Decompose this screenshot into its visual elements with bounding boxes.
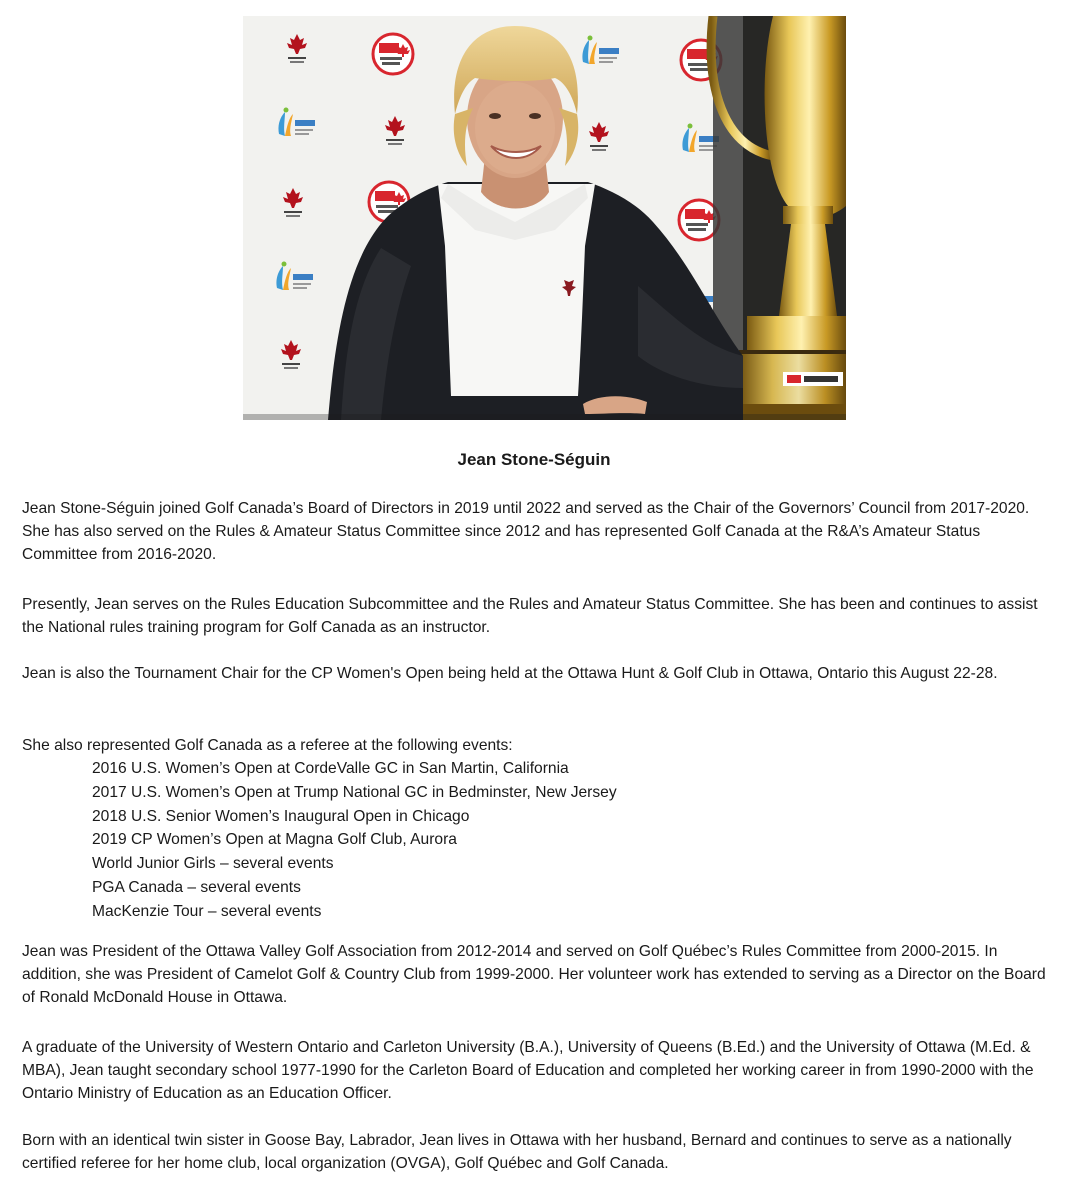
paragraph-ovga-president: Jean was President of the Ottawa Valley Golf Association from 2012-2014 and served on Golf Québec’s Rules Committee from 2000-2015. In addition, she was President of Camelot Golf & Country Club from 1999-2000. Her volunteer work has extended to serving as a Director on the Board of Ronald McDonald House in Ottawa. bbox=[22, 943, 1046, 1006]
person-name: Jean Stone-Séguin bbox=[457, 450, 611, 469]
paragraph-tournament-chair: Jean is also the Tournament Chair for the CP Women's Open being held at the Ottawa Hunt & Golf Club in Ottawa, Ontario this August 22-28. bbox=[22, 665, 998, 682]
list-item: 2018 U.S. Senior Women’s Inaugural Open in Chicago bbox=[92, 807, 470, 825]
paragraph-board-service: Jean Stone-Séguin joined Golf Canada’s Board of Directors in 2019 until 2022 and served as the Chair of the Governors’ Council from 2017-2020. She has also served on the Rules & Amateur Status Committee since 2012 and has represented Golf Canada at the R&A’s Amateur Status Committee from 2016-2020. bbox=[22, 500, 1030, 563]
paragraph-personal: Born with an identical twin sister in Goose Bay, Labrador, Jean lives in Ottawa with her husband, Bernard and continues to serve as a nationally certified referee for her home club, local organization (OVGA), Golf Québec and Golf Canada. bbox=[22, 1132, 1012, 1172]
paragraph-rules-committee: Presently, Jean serves on the Rules Education Subcommittee and the Rules and Amateur Status Committee. She has been and continues to assist the National rules training program for Golf Canada as an instructor. bbox=[22, 596, 1038, 636]
paragraph-referee-intro: She also represented Golf Canada as a referee at the following events: bbox=[22, 737, 513, 754]
list-item: PGA Canada – several events bbox=[92, 878, 301, 896]
list-item: 2016 U.S. Women’s Open at CordeValle GC in San Martin, California bbox=[92, 760, 569, 777]
list-item: MacKenzie Tour – several events bbox=[92, 902, 322, 920]
portrait-photo bbox=[243, 16, 846, 420]
referee-events-list bbox=[92, 757, 617, 924]
paragraph-education: A graduate of the University of Western Ontario and Carleton University (B.A.), University of Queens (B.Ed.) and the University of Ottawa (M.Ed. & MBA), Jean taught secondary school 1977-1990 for the Carleton Board of Education and completed her working career in from 1990-2000 with the Ontario Ministry of Education as an Education Officer. bbox=[22, 1039, 1034, 1102]
list-item: 2019 CP Women’s Open at Magna Golf Club, Aurora bbox=[92, 831, 457, 849]
list-item: World Junior Girls – several events bbox=[92, 855, 334, 873]
list-item: 2017 U.S. Women’s Open at Trump National GC in Bedminster, New Jersey bbox=[92, 783, 617, 801]
